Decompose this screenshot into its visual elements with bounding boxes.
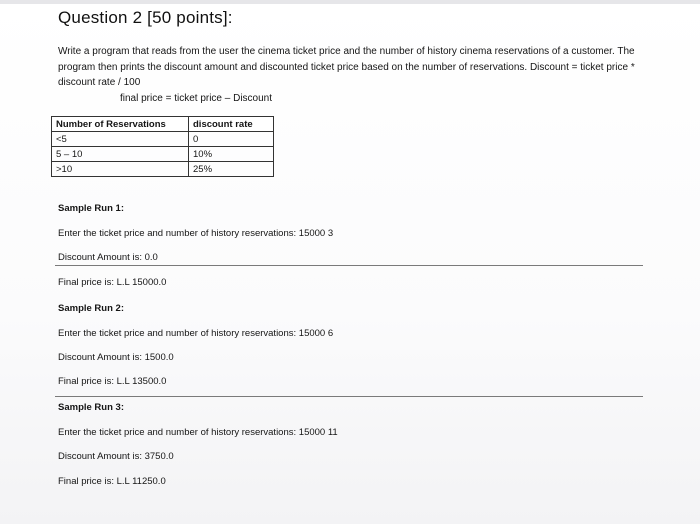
header-discount-rate: discount rate — [189, 117, 274, 132]
table-cell: 0 — [189, 132, 274, 147]
sample-run-3-final: Final price is: L.L 11250.0 — [58, 476, 166, 487]
sample-run-2-label: Sample Run 2: — [58, 303, 124, 314]
question-title: Question 2 [50 points]: — [58, 8, 233, 27]
sample-run-3-input: Enter the ticket price and number of history reservations: 15000 11 — [58, 427, 338, 438]
table-cell: >10 — [52, 162, 189, 177]
sample-run-1-input: Enter the ticket price and number of history reservations: 15000 3 — [58, 228, 334, 239]
question-description: Write a program that reads from the user the cinema ticket price and the number of history cinema reservations of a customer. The program then prints the discount amount and discounted ticket price based on the number of reservations. Discount = ticket price * discount rate / 100 — [58, 46, 635, 88]
sample-run-3-label: Sample Run 3: — [58, 402, 124, 413]
page-top-edge — [0, 0, 700, 4]
table-row — [52, 162, 274, 177]
table-cell: 5 – 10 — [52, 147, 189, 162]
separator-line — [55, 265, 643, 266]
sample-run-1-label: Sample Run 1: — [58, 203, 124, 214]
sample-run-2-final: Final price is: L.L 13500.0 — [58, 376, 167, 387]
table-cell: 10% — [189, 147, 274, 162]
table-cell: 25% — [189, 162, 274, 177]
sample-run-1-final: Final price is: L.L 15000.0 — [58, 277, 167, 288]
separator-line — [55, 396, 643, 397]
sample-run-2-discount: Discount Amount is: 1500.0 — [58, 352, 174, 363]
table-row — [52, 147, 274, 162]
sample-run-2-input: Enter the ticket price and number of history reservations: 15000 6 — [58, 328, 334, 339]
table-row — [52, 132, 274, 147]
discount-rate-table — [51, 116, 274, 177]
sample-run-1-discount: Discount Amount is: 0.0 — [58, 252, 158, 263]
table-cell: <5 — [52, 132, 189, 147]
sample-run-3-discount: Discount Amount is: 3750.0 — [58, 451, 174, 462]
final-price-formula: final price = ticket price – Discount — [120, 93, 273, 104]
table-header-row — [52, 117, 274, 132]
header-reservations: Number of Reservations — [52, 117, 189, 132]
